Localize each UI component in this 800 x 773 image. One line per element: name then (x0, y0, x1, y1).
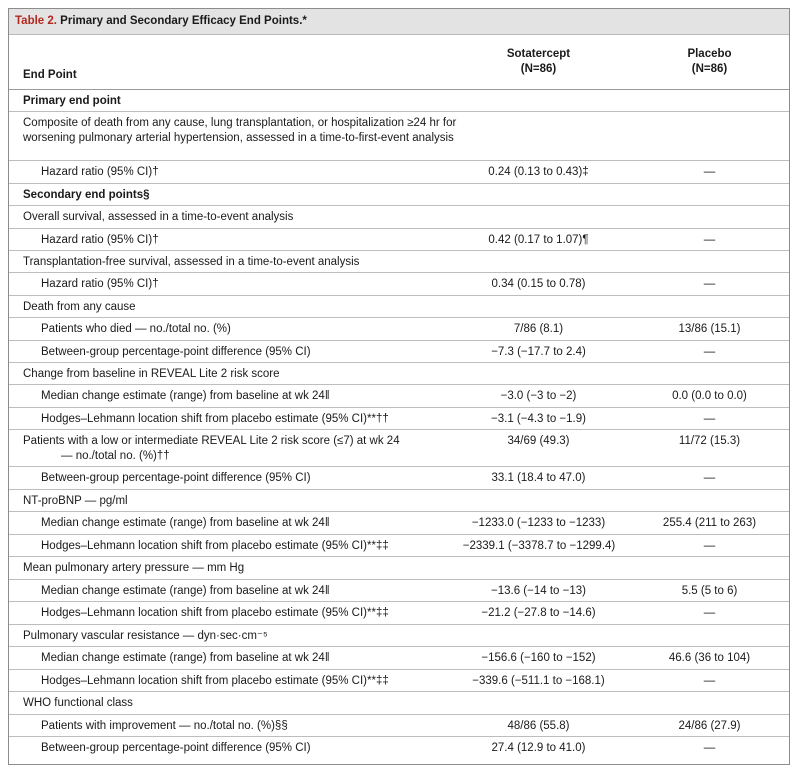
placebo-value: — (703, 166, 716, 178)
section-row-secondary (9, 184, 789, 206)
table-row (9, 647, 789, 670)
table-row (9, 363, 789, 385)
header-placebo-name: Placebo (687, 48, 732, 60)
row-label-continuation: — no./total no. (%)†† (61, 450, 170, 462)
row-label: WHO functional class (23, 697, 133, 709)
header-sotatercept-n: (N=86) (520, 63, 557, 75)
row-label: Pulmonary vascular resistance — dyn·sec·cm⁻⁵ (23, 630, 268, 642)
row-label: NT-proBNP — pg/ml (23, 495, 128, 507)
sotatercept-value: −339.6 (−511.1 to −168.1) (472, 675, 605, 687)
row-label: Hazard ratio (95% CI)† (41, 234, 159, 246)
placebo-value: — (703, 413, 716, 425)
column-header (9, 35, 789, 90)
row-label: Hazard ratio (95% CI)† (41, 166, 159, 178)
row-label: Patients with a low or intermediate REVEAL Lite 2 risk score (≤7) at wk 24 (23, 435, 400, 447)
sotatercept-value: 0.34 (0.15 to 0.78) (491, 278, 586, 290)
sotatercept-value: 0.42 (0.17 to 1.07)¶ (488, 234, 589, 246)
row-label: Death from any cause (23, 301, 136, 313)
table-row (9, 318, 789, 341)
sotatercept-value: 0.24 (0.13 to 0.43)‡ (488, 166, 589, 178)
sotatercept-value: −1233.0 (−1233 to −1233) (471, 517, 606, 529)
table-row-low-risk (9, 430, 789, 467)
table-row (9, 206, 789, 229)
table-row (9, 535, 789, 557)
row-label: Primary end point (23, 95, 121, 107)
row-label: Median change estimate (range) from baseline at wk 24‖ (41, 585, 330, 597)
placebo-value: — (703, 472, 716, 484)
row-label: Hodges–Lehmann location shift from placebo estimate (95% CI)**†† (41, 413, 389, 425)
table-body (9, 90, 789, 760)
row-label: Between-group percentage-point difference (95% CI) (41, 346, 311, 358)
table-row (9, 273, 789, 296)
placebo-value: 13/86 (15.1) (678, 323, 741, 335)
table-row (9, 161, 789, 184)
sotatercept-value: −13.6 (−14 to −13) (491, 585, 586, 597)
placebo-value: 0.0 (0.0 to 0.0) (672, 390, 747, 402)
sotatercept-value: −2339.1 (−3378.7 to −1299.4) (462, 540, 616, 552)
sotatercept-value: 27.4 (12.9 to 41.0) (491, 742, 586, 754)
placebo-value: — (703, 346, 716, 358)
row-label: Composite of death from any cause, lung transplantation, or hospitalization ≥24 hr for worsening pulmonary arterial hypertension, assessed in a time-to-first-event analysis (23, 117, 457, 144)
sotatercept-value: 48/86 (55.8) (507, 720, 570, 732)
row-label: Hodges–Lehmann location shift from placebo estimate (95% CI)**‡‡ (41, 675, 389, 687)
row-label: Secondary end points§ (23, 189, 150, 201)
table-row (9, 557, 789, 580)
placebo-value: 5.5 (5 to 6) (681, 585, 738, 597)
row-label: Between-group percentage-point difference (95% CI) (41, 742, 311, 754)
table-row (9, 490, 789, 512)
row-label: Transplantation-free survival, assessed in a time-to-event analysis (23, 256, 360, 268)
header-sotatercept (461, 47, 616, 77)
table-row (9, 467, 789, 490)
table-row (9, 251, 789, 273)
row-label: Median change estimate (range) from baseline at wk 24‖ (41, 652, 330, 664)
sotatercept-value: −3.1 (−4.3 to −1.9) (491, 413, 586, 425)
section-row-primary (9, 90, 789, 112)
row-label: Hodges–Lehmann location shift from placebo estimate (95% CI)**‡‡ (41, 607, 389, 619)
sotatercept-value: −7.3 (−17.7 to 2.4) (491, 346, 586, 358)
table-title: Primary and Secondary Efficacy End Points.* (60, 15, 307, 27)
table-row (9, 737, 789, 760)
placebo-value: 46.6 (36 to 104) (668, 652, 751, 664)
table-row-composite (9, 112, 789, 161)
row-label: Hazard ratio (95% CI)† (41, 278, 159, 290)
placebo-value: — (703, 234, 716, 246)
row-label: Median change estimate (range) from baseline at wk 24‖ (41, 390, 330, 402)
placebo-value: — (703, 675, 716, 687)
table-label: Table 2. (15, 15, 57, 27)
row-label: Patients who died — no./total no. (%) (41, 323, 231, 335)
placebo-value: — (703, 607, 716, 619)
placebo-value: 24/86 (27.9) (678, 720, 741, 732)
sotatercept-value: 34/69 (49.3) (507, 435, 570, 447)
sotatercept-value: 7/86 (8.1) (513, 323, 564, 335)
table-row (9, 715, 789, 737)
header-sotatercept-name: Sotatercept (506, 48, 571, 60)
table-row (9, 296, 789, 318)
row-label: Between-group percentage-point difference (95% CI) (41, 472, 311, 484)
table-row (9, 670, 789, 692)
row-label: Median change estimate (range) from baseline at wk 24‖ (41, 517, 330, 529)
sotatercept-value: −3.0 (−3 to −2) (500, 390, 577, 402)
placebo-value: — (703, 742, 716, 754)
table-row (9, 512, 789, 535)
placebo-value: 11/72 (15.3) (678, 435, 741, 447)
table-row (9, 602, 789, 625)
header-end-point: End Point (23, 69, 77, 81)
header-placebo (632, 47, 787, 77)
table-row (9, 341, 789, 363)
table-row (9, 229, 789, 251)
placebo-value: — (703, 540, 716, 552)
placebo-value: 255.4 (211 to 263) (662, 517, 757, 529)
efficacy-table (8, 8, 790, 765)
row-label: Change from baseline in REVEAL Lite 2 risk score (23, 368, 280, 380)
row-label: Mean pulmonary artery pressure — mm Hg (23, 562, 245, 574)
table-row (9, 580, 789, 602)
table-row (9, 692, 789, 715)
row-label: Hodges–Lehmann location shift from placebo estimate (95% CI)**‡‡ (41, 540, 389, 552)
sotatercept-value: 33.1 (18.4 to 47.0) (491, 472, 586, 484)
table-row (9, 625, 789, 647)
table-title-bar (9, 9, 789, 35)
table-row (9, 385, 789, 408)
header-placebo-n: (N=86) (691, 63, 728, 75)
row-label: Overall survival, assessed in a time-to-event analysis (23, 211, 294, 223)
table-row (9, 408, 789, 430)
sotatercept-value: −156.6 (−160 to −152) (481, 652, 596, 664)
sotatercept-value: −21.2 (−27.8 to −14.6) (481, 607, 596, 619)
placebo-value: — (703, 278, 716, 290)
row-label: Patients with improvement — no./total no. (%)§§ (41, 720, 288, 732)
